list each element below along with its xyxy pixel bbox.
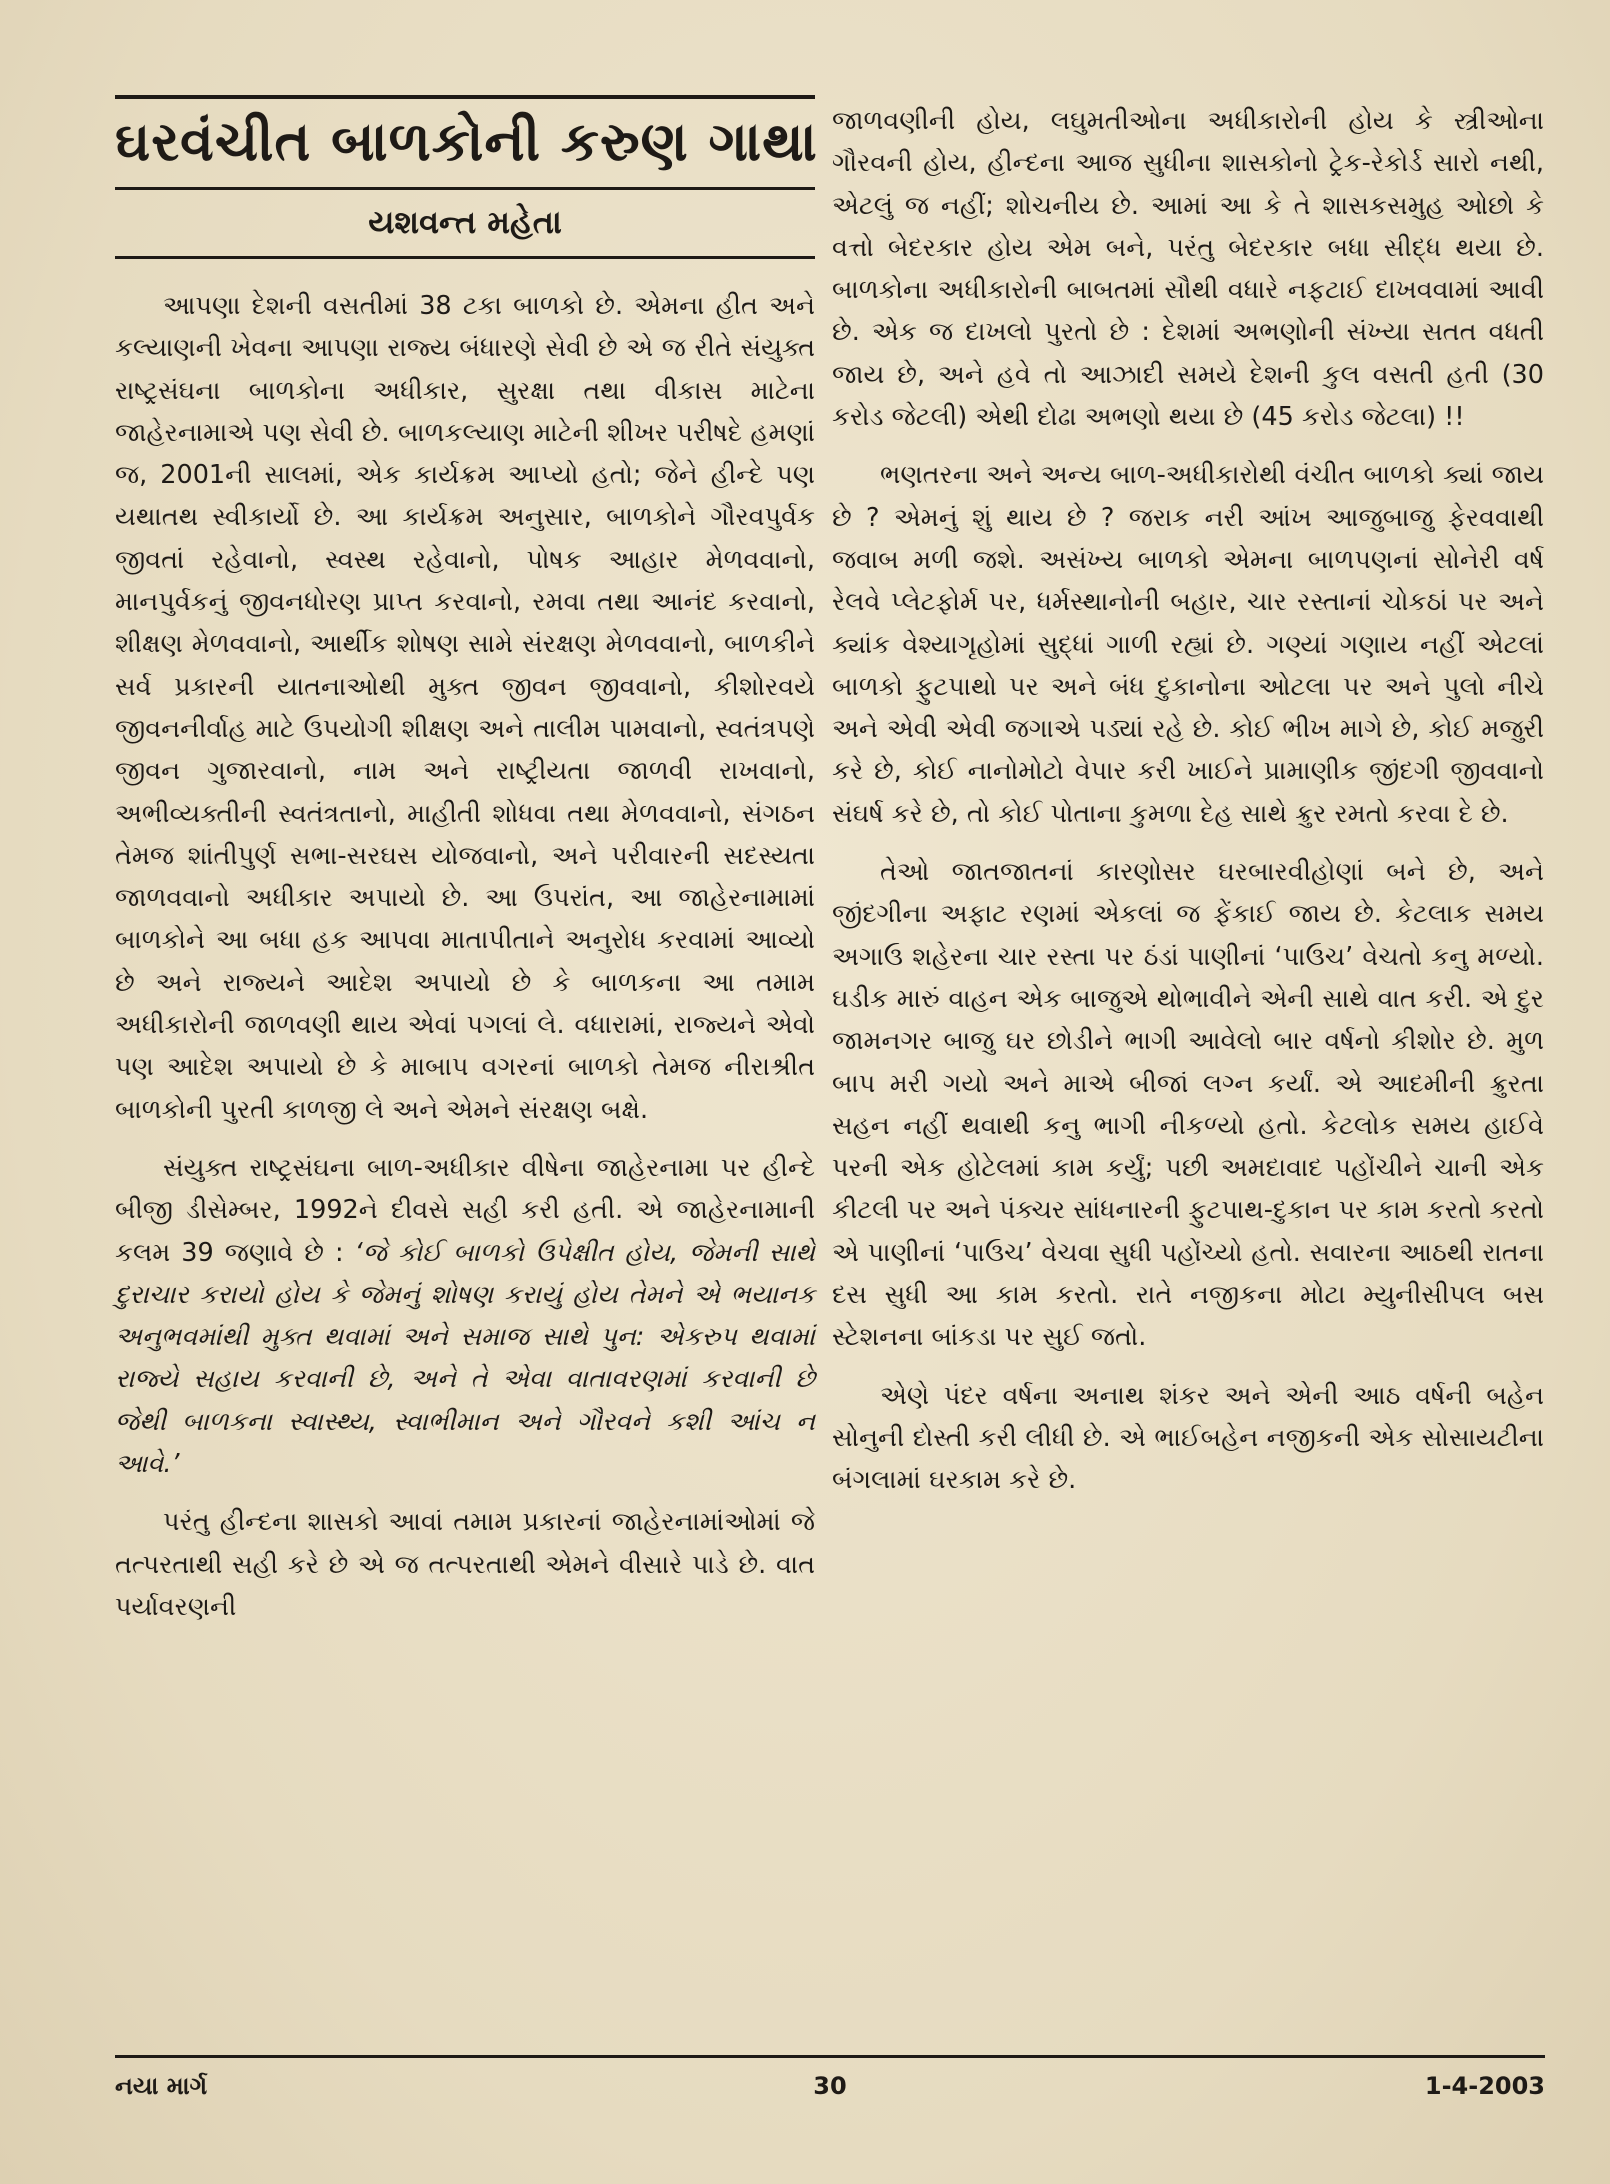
title-top-rule (115, 95, 815, 99)
body-paragraph-2 (115, 1147, 824, 1485)
author-rule (115, 256, 815, 259)
body-paragraph-4: ભણતરના અને અન્ય બાળ-અધીકારોથી વંચીત બાળકો ક્યાં જાય છે ? એમનું શું થાય છે ? જરાક નરી આંખ આજુબાજુ ફેરવવાથી જવાબ મળી જશે. અસંખ્ય બાળકો એમના બાળપણનાં સોનેરી વર્ષ રેલવે પ્લેટફોર્મ પર, ધર્મસ્થાનોની બહાર, ચાર રસ્તાનાં ચોકઠાં પર અને ક્યાંક વેશ્યાગૃહોમાં સુદ્ધાં ગાળી રહ્યાં છે. ગણ્યાં ગણાય નહીં એટલાં બાળકો ફુટપાથો પર અને બંધ દુકાનોના ઓટલા પર અને પુલો નીચે અને એવી એવી જગાએ પડ્યાં રહે છે. કોઈ ભીખ માગે છે, કોઈ મજુરી કરે છે, કોઈ નાનોમોટો વેપાર કરી ખાઈને પ્રામાણીક જીંદગી જીવવાનો સંઘર્ષ કરે છે, તો કોઈ પોતાના કુમળા દેહ સાથે ક્રુર રમતો કરવા દે છે. (832, 460, 1553, 829)
body-paragraph-5: તેઓ જાતજાતનાં કારણોસર ઘરબારવીહોણાં બને છે, અને જીંદગીના અફાટ રણમાં એકલાં જ ફેંકાઈ જાય છે. કેટલાક સમય અગાઉ શહેરના ચાર રસ્તા પર ઠંડાં પાણીનાં ‘પાઉચ’ વેચતો કનુ મળ્યો. ઘડીક મારું વાહન એક બાજુએ થોભાવીને એની સાથે વાત કરી. એ દુર જામનગર બાજુ ઘર છોડીને ભાગી આવેલો બાર વર્ષનો કીશોર છે. મુળ બાપ મરી ગયો અને માએ બીજાં લગ્ન કર્યાં. એ આદમીની ક્રુરતા સહન નહીં થવાથી કનુ ભાગી નીકળ્યો હતો. કેટલોક સમય હાઈવે પરની એક હોટેલમાં કામ કર્યું; પછી અમદાવાદ પહોંચીને ચાની એક કીટલી પર અને પંક્ચર સાંધનારની ફુટપાથ-દુકાન પર કામ કરતો કરતો એ પાણીનાં ‘પાઉચ’ વેચવા સુધી પહોંચ્યો હતો. સવારના આઠથી રાતના દસ સુધી આ કામ કરતો. રાતે નજીકના મોટા મ્યુનીસીપલ બસ સ્ટેશનના બાંકડા પર સુઈ જતો. (832, 857, 1553, 1353)
left-column (115, 95, 824, 1644)
page-number: 30 (813, 2072, 847, 2100)
article-title: ઘરવંચીત બાળકોની કરુણ ગાથા (115, 110, 818, 173)
article-39-quote: ‘જે કોઈ બાળકો ઉપેક્ષીત હોય, જેમની સાથે દુરાચાર કરાયો હોય કે જેમનું શોષણ કરાયું હોય તેમને એ ભયાનક અનુભવમાંથી મુક્ત થવામાં અને સમાજ સાથે પુન: એકરુપ થવામાં રાજ્યે સહાય કરવાની છે, અને તે એવા વાતાવરણમાં કરવાની છે જેથી બાળકના સ્વાસ્થ્ય, સ્વાભીમાન અને ગૌરવને કશી આંચ ન આવે.’ (115, 1237, 824, 1480)
paragraph-2-text: સંયુક્ત રાષ્ટ્રસંઘના બાળ-અધીકાર વીષેના જાહેરનામા પર હીન્દે બીજી ડીસેમ્બર, 1992ને દીવસે સહી કરી હતી. એ જાહેરનામાની કલમ 39 જણાવે છે : (115, 1152, 824, 1268)
publication-name: નયા માર્ગ (115, 2072, 208, 2100)
page-footer (115, 2055, 1545, 2118)
title-bottom-rule (115, 187, 815, 190)
body-paragraph-6: એણે પંદર વર્ષના અનાથ શંકર અને એની આઠ વર્ષની બહેન સોનુની દોસ્તી કરી લીધી છે. એ ભાઈબહેન નજીકની એક સોસાયટીના બંગલામાં ઘરકામ કરે છે. (832, 1380, 1553, 1496)
issue-date: 1-4-2003 (1424, 2072, 1545, 2100)
body-paragraph-continued: જાળવણીની હોય, લઘુમતીઓના અધીકારોની હોય કે સ્ત્રીઓના ગૌરવની હોય, હીન્દના આજ સુધીના શાસકોનો ટ્રેક-રેકોર્ડ સારો નથી, એટલું જ નહીં; શોચનીય છે. આમાં આ કે તે શાસકસમુહ ઓછો કે વત્તો બેદરકાર હોય એમ બને, પરંતુ બેદરકાર બધા સીદ્ધ થયા છે. બાળકોના અધીકારોની બાબતમાં સૌથી વધારે નફટાઈ દાખવવામાં આવી છે. એક જ દાખલો પુરતો છે : દેશમાં અભણોની સંખ્યા સતત વધતી જાય છે, અને હવે તો આઝાદી સમયે દેશની કુલ વસતી હતી (30 કરોડ જેટલી) એથી દોઢા અભણો થયા છે (45 કરોડ જેટલા) !! (832, 106, 1553, 433)
body-paragraph-1: આપણા દેશની વસતીમાં 38 ટકા બાળકો છે. એમના હીત અને કલ્યાણની ખેવના આપણા રાજ્ય બંધારણે સેવી છે એ જ રીતે સંયુક્ત રાષ્ટ્રસંઘના બાળકોના અધીકાર, સુરક્ષા તથા વીકાસ માટેના જાહેરનામાએ પણ સેવી છે. બાળકલ્યાણ માટેની શીખર પરીષદે હમણાં જ, 2001ની સાલમાં, એક કાર્યક્રમ આપ્યો હતો; જેને હીન્દે પણ યથાતથ સ્વીકાર્યો છે. આ કાર્યક્રમ અનુસાર, બાળકોને ગૌરવપુર્વક જીવતાં રહેવાનો, સ્વસ્થ રહેવાનો, પોષક આહાર મેળવવાનો, માનપુર્વકનું જીવનધોરણ પ્રાપ્ત કરવાનો, રમવા તથા આનંદ કરવાનો, શીક્ષણ મેળવવાનો, આર્થીક શોષણ સામે સંરક્ષણ મેળવવાનો, બાળકીને સર્વ પ્રકારની યાતનાઓથી મુક્ત જીવન જીવવાનો, કીશોરવયે જીવનનીર્વાહ માટે ઉપયોગી શીક્ષણ અને તાલીમ પામવાનો, સ્વતંત્રપણે જીવન ગુજારવાનો, નામ અને રાષ્ટ્રીયતા જાળવી રાખવાનો, અભીવ્યક્તીની સ્વતંત્રતાનો, માહીતી શોધવા તથા મેળવવાનો, સંગઠન તેમજ શાંતીપુર્ણ સભા-સરઘસ યોજવાનો, અને પરીવારની સદસ્યતા જાળવવાનો અધીકાર અપાયો છે. આ ઉપરાંત, આ જાહેરનામામાં બાળકોને આ બધા હક આપવા માતાપીતાને અનુરોધ કરવામાં આવ્યો છે અને રાજ્યને આદેશ અપાયો છે કે બાળકના આ તમામ અધીકારોની જાળવણી થાય એવાં પગલાં લે. વધારામાં, રાજ્યને એવો પણ આદેશ અપાયો છે કે માબાપ વગરનાં બાળકો તેમજ નીરાશ્રીત બાળકોની પુરતી કાળજી લે અને એમને સંરક્ષણ બક્ષે. (115, 291, 824, 1125)
right-column (832, 100, 1553, 1518)
article-author: યશવન્ત મહેતા (368, 203, 562, 241)
body-paragraph-3: પરંતુ હીન્દના શાસકો આવાં તમામ પ્રકારનાં જાહેરનામાંઓમાં જે તત્પરતાથી સહી કરે છે એ જ તત્પરતાથી એમને વીસારે પાડે છે. વાત પર્યાવરણની (115, 1507, 824, 1622)
